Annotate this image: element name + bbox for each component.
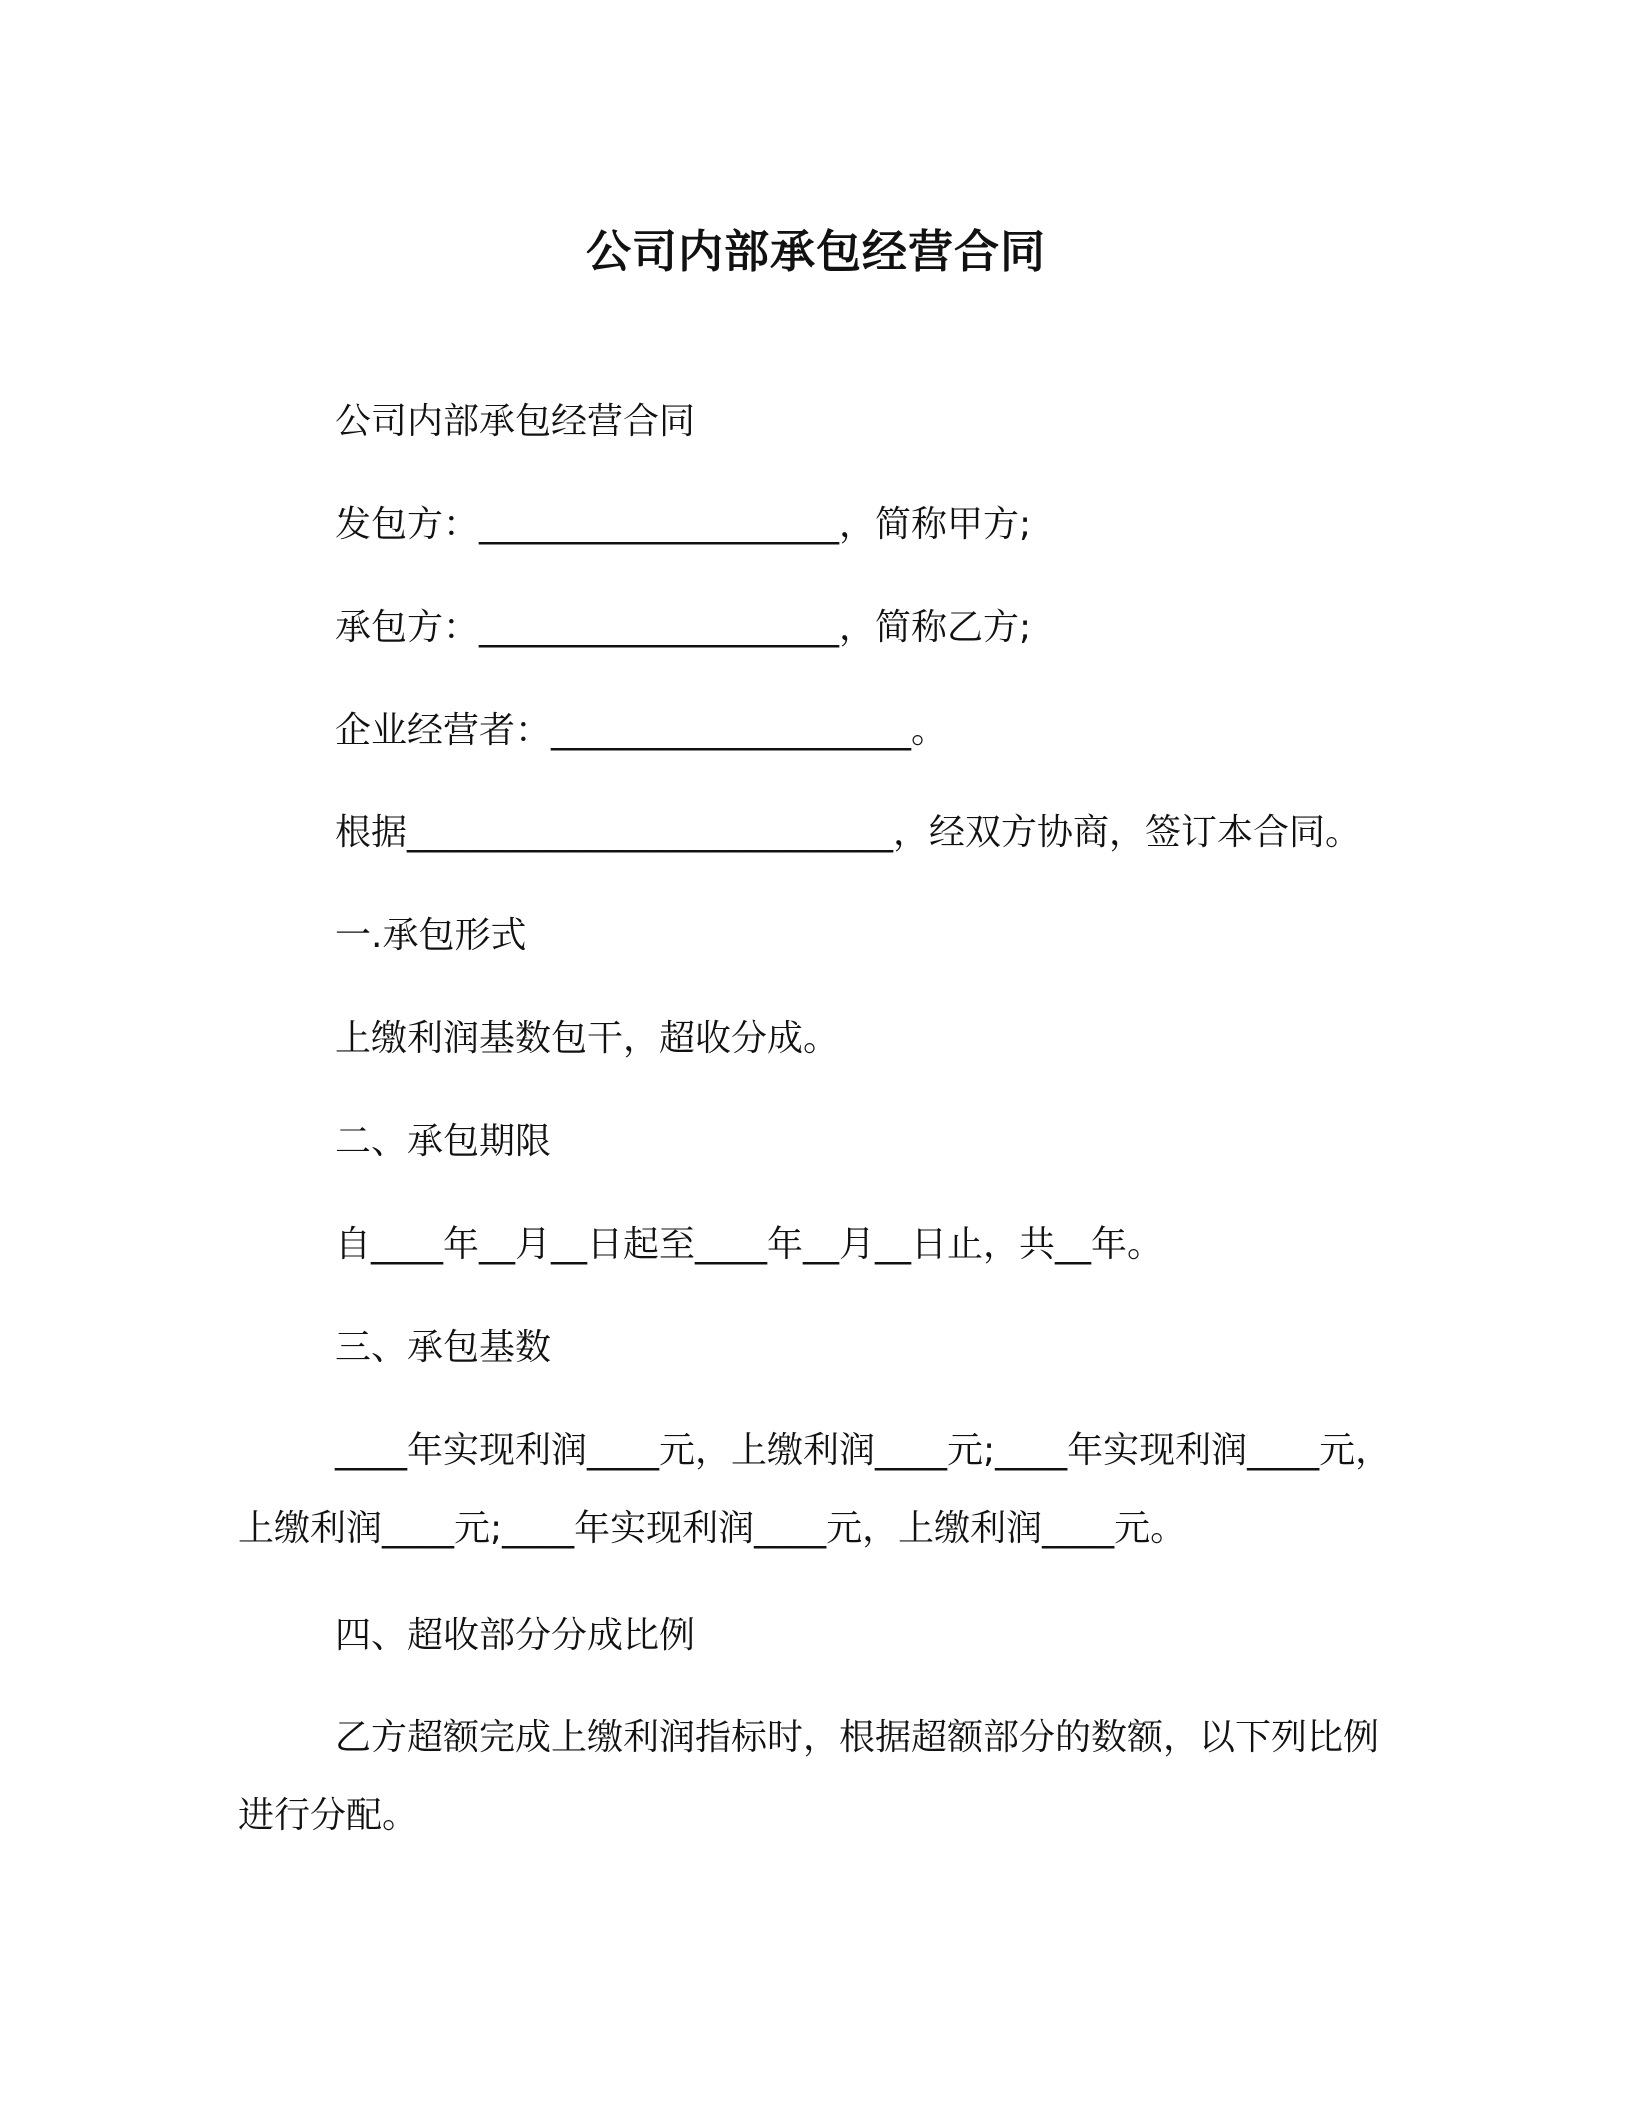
operator-line: 企业经营者：____________________。 [335, 710, 948, 751]
section-three-heading: 三、承包基数 [335, 1327, 552, 1368]
section-three-paragraph: ____年实现利润____元，上缴利润____元;____年实现利润____元，上缴利润____元;____年实现利润____元，上缴利润____元。 [238, 1430, 1392, 1549]
basis-line: 根据___________________________，经双方协商，签订本合同。 [335, 812, 1362, 853]
document-title: 公司内部承包经营合同 [585, 225, 1046, 278]
party-b-line: 承包方：____________________，简称乙方; [335, 607, 1032, 648]
party-a-line: 发包方：____________________，简称甲方; [335, 504, 1032, 545]
section-four-heading: 四、超收部分分成比例 [335, 1615, 696, 1656]
section-two-text: 自____年__月__日起至____年__月__日止，共__年。 [335, 1224, 1164, 1265]
section-one-text: 上缴利润基数包干，超收分成。 [335, 1018, 840, 1059]
section-one-heading: 一.承包形式 [335, 915, 527, 956]
subtitle-line: 公司内部承包经营合同 [335, 401, 696, 442]
section-two-heading: 二、承包期限 [335, 1121, 552, 1162]
section-four-paragraph: 乙方超额完成上缴利润指标时，根据超额部分的数额，以下列比例进行分配。 [238, 1717, 1380, 1836]
